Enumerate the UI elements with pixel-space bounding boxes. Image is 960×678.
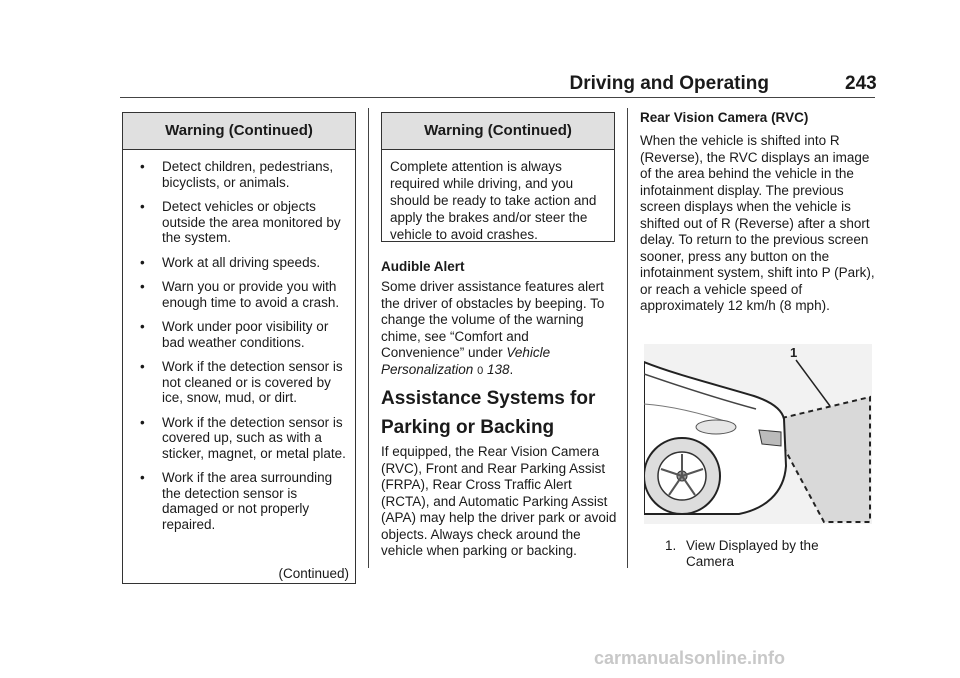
warning-box-continued: [122, 112, 356, 584]
list-item: • Work under poor visibility or bad weather conditions.: [140, 319, 329, 350]
header-rule: [120, 97, 875, 98]
list-item: • Work if the area surrounding the detection sensor is damaged or not properly repaired.: [140, 470, 333, 532]
warning-title: Warning (Continued): [123, 113, 355, 150]
list-item: • Work at all driving speeds.: [140, 254, 321, 270]
list-item: • Detect children, pedestrians, bicyclists, or animals.: [140, 159, 334, 190]
list-item: • Work if the detection sensor is not cleaned or is covered by ice, snow, mud, or dirt.: [140, 359, 343, 405]
section-text: If equipped, the Rear Vision Camera (RVC), Front and Rear Parking Assist (FRPA), Rear Cross Traffic Alert (RCTA), and Automatic Parking Assist (APA) may help the driver park or avoid objects. Always check around the vehicle when parking or backing.: [381, 444, 617, 558]
list-item: • Work if the detection sensor is covered up, such as with a sticker, magnet, or metal plate.: [140, 414, 346, 461]
page-number: 243: [845, 73, 877, 94]
continued-label: (Continued): [278, 566, 349, 581]
page-ref-icon: 0: [477, 364, 484, 377]
figure-caption-text: View Displayed by the Camera: [686, 538, 819, 569]
figure-caption-number: 1.: [665, 538, 677, 553]
rvc-text: When the vehicle is shifted into R (Reverse), the RVC displays an image of the area behind the vehicle in the infotainment display. The previous screen displays when the vehicle is shifted out of R (Reverse) after a short delay. To return to the previous screen sooner, press any button on the infotainment system, shift into P (Park), or reach a vehicle speed of approximately 12 km/h (8 mph).: [640, 133, 875, 313]
rvc-heading: Rear Vision Camera (RVC): [640, 110, 809, 125]
warning-list: [123, 150, 355, 532]
audible-alert-heading: Audible Alert: [381, 259, 465, 274]
column-divider-2: [627, 108, 628, 568]
audible-alert-text: Some driver assistance features alert the driver of obstacles by beeping. To change the volume of the warning chime, see “Comfort and Convenience” under Vehicle Personalization 0 138.: [381, 279, 605, 377]
column-divider-1: [368, 108, 369, 568]
watermark: carmanualsonline.info: [594, 648, 786, 668]
section-title: Driving and Operating: [569, 73, 769, 94]
warning-text: Complete attention is always required while driving, and you should be ready to take action and apply the brakes and/or steer the vehicle to avoid crashes.: [390, 159, 597, 242]
page-ref-link[interactable]: 138: [486, 361, 510, 377]
warning-box-continued-2: [381, 112, 615, 242]
rear-camera-illustration: [644, 344, 872, 524]
list-item: • Detect vehicles or objects outside the area monitored by the system.: [140, 199, 341, 245]
callout-number: 1: [790, 345, 798, 360]
warning-title: Warning (Continued): [382, 113, 614, 150]
section-heading: Assistance Systems for Parking or Backing: [381, 388, 596, 438]
list-item: • Warn you or provide you with enough time to avoid a crash.: [140, 279, 340, 310]
